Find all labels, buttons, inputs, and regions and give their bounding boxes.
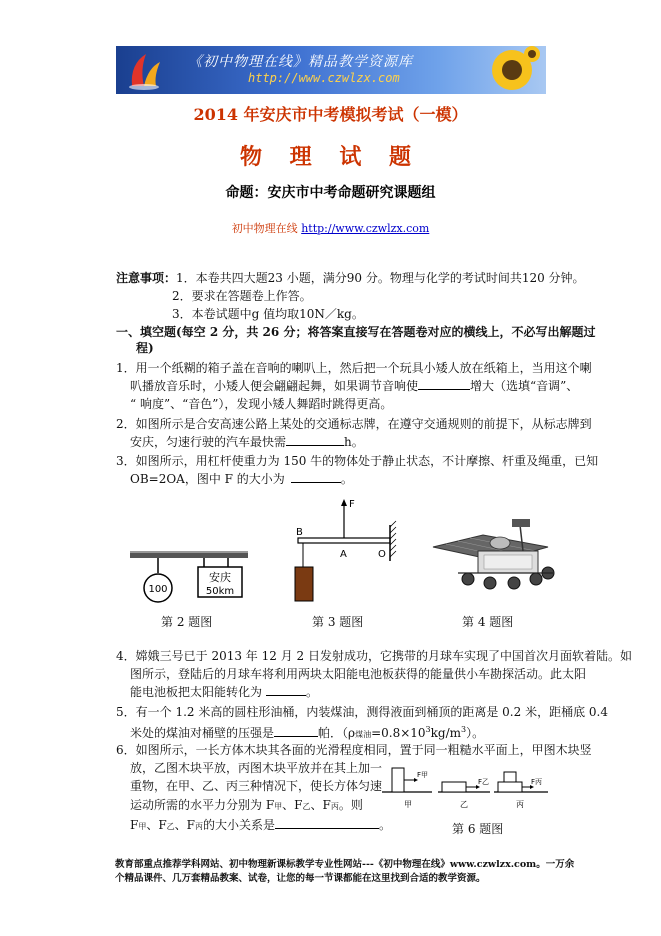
fig6-block-flat bbox=[442, 782, 466, 792]
fig6-label-fjia: F甲 bbox=[417, 771, 429, 779]
q1-line-3: “ 响度”、“音色”），发现小矮人舞蹈时跳得更高。 bbox=[130, 397, 393, 411]
fig3-label-b: B bbox=[296, 527, 303, 538]
site-line bbox=[0, 220, 661, 236]
author-line: 命题：安庆市中考命题研究课题组 bbox=[225, 185, 436, 201]
q6-text-b: 、F bbox=[282, 798, 303, 812]
fig2-dist-text: 50km bbox=[205, 586, 235, 597]
q1-text-b: 增大（选填“音调”、 bbox=[470, 379, 579, 393]
footer-line-1: 教育部重点推荐学科网站、初中物理新课标教学专业性网站---《初中物理在线》www.czwlzx.com。一万余 bbox=[115, 859, 575, 870]
q4-line-3 bbox=[130, 684, 318, 700]
fig2-city-text: 安庆 bbox=[209, 571, 231, 584]
section1-heading-cont: 程) bbox=[136, 341, 154, 355]
fig2-caption: 第 2 题图 bbox=[161, 615, 213, 629]
q4-line-1: 4．嫦娥三号已于 2013 年 12 月 2 日发射成功，它携带的月球车实现了中国首次月面软着陆。如 bbox=[116, 649, 632, 663]
sunflower-icon bbox=[482, 46, 542, 94]
fig6-block-loaded bbox=[498, 782, 522, 792]
fig6-blocks bbox=[380, 760, 550, 816]
banner-title: 《初中物理在线》精品教学资源库 bbox=[188, 54, 413, 70]
q1-line-2 bbox=[130, 378, 578, 394]
fig6-label-jia: 甲 bbox=[404, 800, 412, 809]
q5-text-b: 帕．（ρ bbox=[318, 726, 356, 740]
q6-text-d: 。则 bbox=[338, 798, 363, 812]
subject-title: 物 理 试 题 bbox=[240, 144, 421, 170]
fig3-rod bbox=[298, 538, 390, 543]
footer-line-2: 个精品课件、几万套精品教案、试卷，让您的每一节课都能在这里找到合适的教学资源。 bbox=[115, 873, 486, 884]
q6-f3: 、F bbox=[174, 818, 195, 832]
fig6-label-fyi: F乙 bbox=[478, 778, 490, 786]
q1-line-1: 1．用一个纸糊的箱子盖在音响的喇叭上，然后把一个玩具小矮人放在纸箱上，当用这个喇 bbox=[116, 361, 592, 375]
fig6-weight bbox=[504, 772, 516, 782]
fig6-yi bbox=[438, 778, 490, 809]
q6-line-1: 6．如图所示，一长方体木块其各面的光滑程度相同，置于同一粗糙水平面上，甲图木块竖 bbox=[116, 743, 592, 757]
q5-text-c: =0.8×10 bbox=[371, 726, 426, 740]
fig4-caption: 第 4 题图 bbox=[462, 615, 514, 629]
q2-line-2 bbox=[130, 434, 364, 450]
q6-sub-bing: 丙 bbox=[330, 802, 339, 811]
site-label: 初中物理在线 bbox=[231, 222, 298, 235]
q5-line-1: 5．有一个 1.2 米高的圆柱形油桶，内装煤油，测得液面到桶顶的距离是 0.2 米，距桶底 0.4 bbox=[116, 705, 608, 719]
fig3-label-o: O bbox=[378, 549, 386, 560]
fig6-label-bing: 丙 bbox=[516, 800, 524, 809]
q6-answer-blank bbox=[275, 818, 379, 829]
fig2-speed-text: 100 bbox=[148, 584, 168, 595]
q5-line-2 bbox=[130, 722, 484, 743]
fig2-road-sign bbox=[130, 551, 248, 602]
fig6-bing bbox=[494, 772, 548, 809]
fig4-antenna bbox=[490, 537, 510, 549]
q6-f2: 、F bbox=[146, 818, 167, 832]
notes-item-2: 2．要求在答题卷上作答。 bbox=[172, 289, 312, 303]
q1-answer-blank bbox=[418, 379, 470, 390]
q3-text-b: 。 bbox=[340, 472, 353, 486]
q6-line-3: 重物，在甲、乙、丙三种情况下，使长方体匀速 bbox=[130, 779, 383, 793]
exam-title: 2014 年安庆市中考模拟考试（一模） bbox=[193, 105, 468, 124]
q5-superscript-2: 3 bbox=[461, 725, 467, 734]
q6-line-5 bbox=[130, 817, 391, 835]
fig3-label-f: F bbox=[349, 499, 355, 510]
fig6-jia bbox=[382, 768, 432, 809]
fig6-label-fbing: F丙 bbox=[531, 778, 543, 786]
q5-superscript-1: 3 bbox=[425, 725, 431, 734]
q4-text-b: 。 bbox=[306, 685, 319, 699]
q6-line-4 bbox=[130, 797, 363, 815]
q4-text-a: 能电池板把太阳能转化为 bbox=[130, 685, 263, 699]
banner-url[interactable]: http://www.czwlzx.com bbox=[248, 71, 400, 85]
q5-answer-blank bbox=[274, 726, 318, 737]
q4-answer-blank bbox=[266, 685, 306, 696]
q6-text-c: 、F bbox=[310, 798, 331, 812]
fig3-weight bbox=[295, 567, 313, 601]
q2-text-a: 安庆，匀速行驶的汽车最快需 bbox=[130, 435, 287, 449]
q6-text-relation: 的大小关系是 bbox=[202, 818, 275, 832]
q6-sub-yi: 乙 bbox=[302, 802, 311, 811]
q6-text-end: 。 bbox=[379, 818, 392, 832]
q5-text-d: kg/m bbox=[430, 726, 462, 740]
q6-f1: F bbox=[130, 818, 139, 832]
q3-answer-blank bbox=[291, 472, 341, 483]
q6-f2-sub: 乙 bbox=[166, 822, 175, 831]
q3-line-1: 3．如图所示，用杠杆使重力为 150 牛的物体处于静止状态，不计摩擦、杆重及绳重，已知 bbox=[116, 454, 599, 468]
figures-row bbox=[128, 495, 628, 613]
section1-heading: 一、填空题(每空 2 分，共 26 分；将答案直接写在答题卷对应的横线上，不必写出解题过 bbox=[116, 325, 596, 339]
fig6-caption: 第 6 题图 bbox=[452, 822, 504, 836]
site-banner bbox=[116, 46, 546, 94]
fig3-lever bbox=[295, 499, 396, 601]
notes-line-1 bbox=[116, 270, 585, 286]
q3-text-a: OB=2OA，图中 F 的大小为 bbox=[130, 472, 285, 486]
notes-item-3: 3．本卷试题中g 值均取10N／kg。 bbox=[172, 307, 364, 321]
q6-text-a: 运动所需的水平力分别为 F bbox=[130, 798, 275, 812]
q5-text-e: ）。 bbox=[466, 726, 485, 740]
site-logo-icon bbox=[126, 50, 162, 90]
notes-item-1: 1．本卷共四大题23 小题，满分90 分。物理与化学的考试时间共120 分钟。 bbox=[176, 271, 585, 285]
q6-sub-jia: 甲 bbox=[274, 802, 283, 811]
q2-text-b: h。 bbox=[344, 435, 364, 449]
q6-f1-sub: 甲 bbox=[138, 822, 147, 831]
fig3-caption: 第 3 题图 bbox=[312, 615, 364, 629]
fig3-wall-hatch bbox=[390, 521, 396, 557]
q3-line-2 bbox=[130, 471, 353, 487]
notes-label: 注意事项： bbox=[116, 271, 177, 285]
fig4-camera bbox=[512, 519, 530, 527]
fig6-block-upright bbox=[392, 768, 404, 792]
q4-line-2: 图所示，登陆后的月球车将利用两块太阳能电池板获得的能量供小车勘探活动。此太阳 bbox=[130, 667, 587, 681]
q1-text-a: 叭播放音乐时，小矮人便会翩翩起舞，如果调节音响使 bbox=[130, 379, 419, 393]
q6-f3-sub: 丙 bbox=[194, 822, 203, 831]
q2-answer-blank bbox=[286, 435, 344, 446]
fig3-label-a: A bbox=[340, 549, 347, 560]
fig4-lunar-rover bbox=[433, 519, 554, 589]
q5-text-a: 米处的煤油对桶壁的压强是 bbox=[130, 726, 275, 740]
q6-line-2: 放，乙图木块平放，丙图木块平放并在其上加一 bbox=[130, 761, 383, 775]
fig6-label-yi: 乙 bbox=[460, 800, 468, 809]
site-link[interactable]: http://www.czwlzx.com bbox=[301, 222, 430, 235]
q2-line-1: 2．如图所示是合安高速公路上某处的交通标志牌，在遵守交通规则的前提下，从标志牌到 bbox=[116, 417, 592, 431]
q5-rho-subscript: 煤油 bbox=[355, 730, 372, 739]
